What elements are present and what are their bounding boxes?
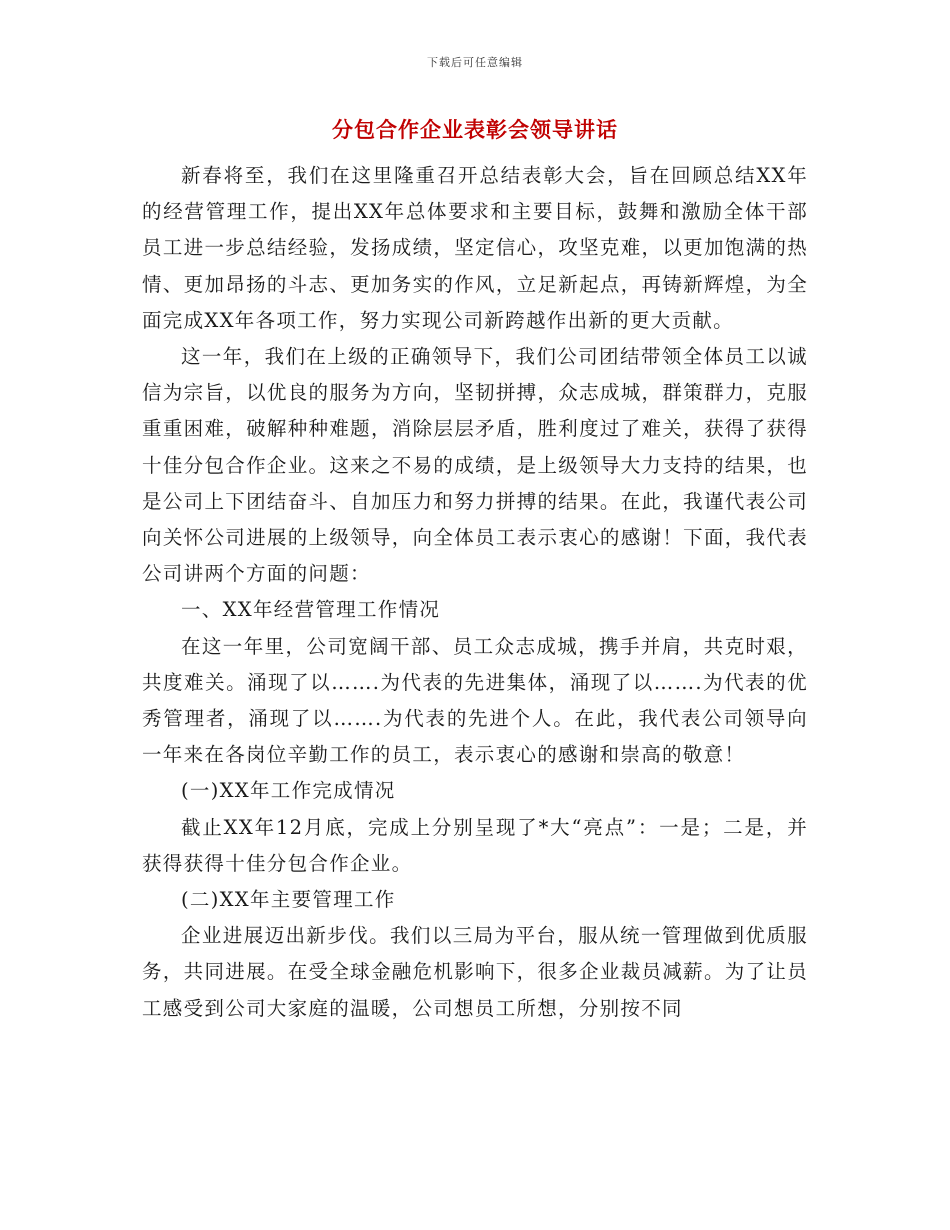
header-note: 下载后可任意编辑	[427, 56, 523, 69]
document-body	[142, 158, 808, 1027]
section-heading-1: 一、XX年经营管理工作情况	[181, 598, 441, 622]
paragraph-subsection-2: 企业进展迈出新步伐。我们以三局为平台，服从统一管理做到优质服务，共同进展。在受全球金融危机影响下，很多企业裁员减薪。为了让员工感受到公司大家庭的温暖，公司想员工所想，分别按不同	[142, 924, 808, 1020]
paragraph-opening: 新春将至，我们在这里隆重召开总结表彰大会，旨在回顾总结XX年的经营管理工作，提出XX年总体要求和主要目标，鼓舞和激励全体干部员工进一步总结经验，发扬成绩，坚定信心，攻坚克难，以更加饱满的热情、更加昂扬的斗志、更加务实的作风，立足新起点，再铸新辉煌，为全面完成XX年各项工作，努力实现公司新跨越作出新的更大贡献。	[142, 164, 808, 332]
document-title: 分包合作企业表彰会领导讲话	[332, 118, 618, 142]
paragraph-achievements: 这一年，我们在上级的正确领导下，我们公司团结带领全体员工以诚信为宗旨，以优良的服务为方向，坚韧拼搏，众志成城，群策群力，克服重重困难，破解种种难题，消除层层矛盾，胜利度过了难关，获得了获得十佳分包合作企业。这来之不易的成绩，是上级领导大力支持的结果，也是公司上下团结奋斗、自加压力和努力拼搏的结果。在此，我谨代表公司向关怀公司进展的上级领导，向全体员工表示衷心的感谢！下面，我代表公司讲两个方面的问题：	[142, 345, 808, 586]
paragraph-subsection-1: 截止XX年12月底，完成上分别呈现了*大“亮点”：一是；二是，并获得获得十佳分包合作企业。	[142, 815, 808, 875]
subsection-heading-2: (二)XX年主要管理工作	[181, 888, 396, 912]
subsection-heading-1: (一)XX年工作完成情况	[181, 779, 396, 803]
paragraph-section-1: 在这一年里，公司宽阔干部、员工众志成城，携手并肩，共克时艰，共度难关。涌现了以…….为代表的先进集体，涌现了以…….为代表的优秀管理者，涌现了以…….为代表的先进个人。在此，我代表公司领导向一年来在各岗位辛勤工作的员工，表示衷心的感谢和崇高的敬意！	[142, 634, 808, 767]
